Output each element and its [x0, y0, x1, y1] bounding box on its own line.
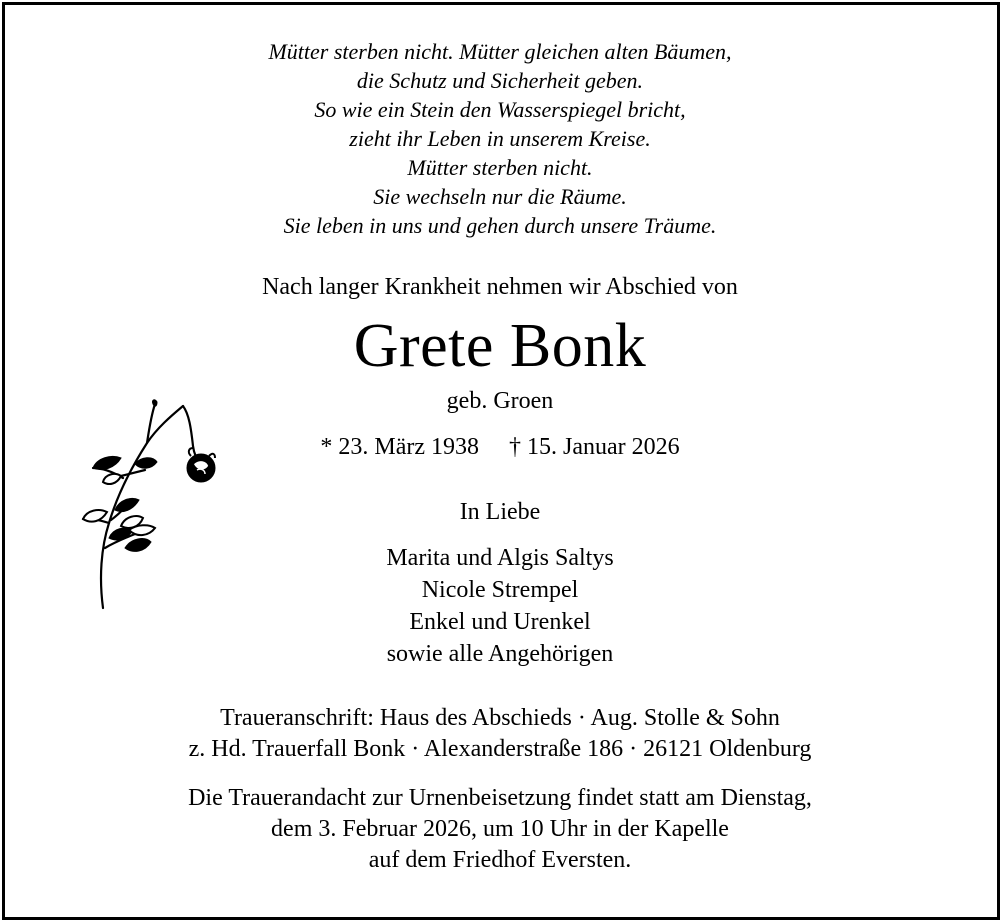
death-date: † 15. Januar 2026 [509, 434, 680, 460]
poem-line: zieht ihr Leben in unserem Kreise. [349, 126, 651, 151]
poem-line: Sie leben in uns und gehen durch unsere Träume. [283, 213, 717, 238]
deceased-name: Grete Bonk [353, 312, 647, 380]
poem-line: Sie wechseln nur die Räume. [373, 184, 627, 209]
mourner-line: Marita und Algis Saltys [386, 545, 614, 571]
service-line: auf dem Friedhof Eversten. [368, 847, 632, 873]
rose-icon [75, 398, 225, 618]
address-line: z. Hd. Trauerfall Bonk · Alexanderstraße 186 · 26121 Oldenburg [188, 736, 812, 762]
service-line: Die Trauerandacht zur Urnenbeisetzung findet statt am Dienstag, [188, 785, 812, 811]
poem-line: Mütter sterben nicht. [407, 155, 593, 180]
birth-date: * 23. März 1938 [320, 434, 479, 460]
mourner-line: sowie alle Angehörigen [386, 641, 614, 667]
service-line: dem 3. Februar 2026, um 10 Uhr in der Kapelle [271, 816, 729, 842]
maiden-name: geb. Groen [446, 388, 554, 414]
in-love-text: In Liebe [459, 499, 541, 525]
mourner-line: Nicole Strempel [421, 577, 579, 603]
mourner-line: Enkel und Urenkel [409, 609, 591, 635]
poem-line: Mütter sterben nicht. Mütter gleichen alten Bäumen, [268, 39, 732, 64]
intro-text: Nach langer Krankheit nehmen wir Abschied von [262, 274, 738, 300]
address-line: Traueranschrift: Haus des Abschieds · Aug. Stolle & Sohn [220, 705, 780, 731]
poem-line: die Schutz und Sicherheit geben. [356, 68, 644, 93]
poem-line: So wie ein Stein den Wasserspiegel bricht, [314, 97, 686, 122]
